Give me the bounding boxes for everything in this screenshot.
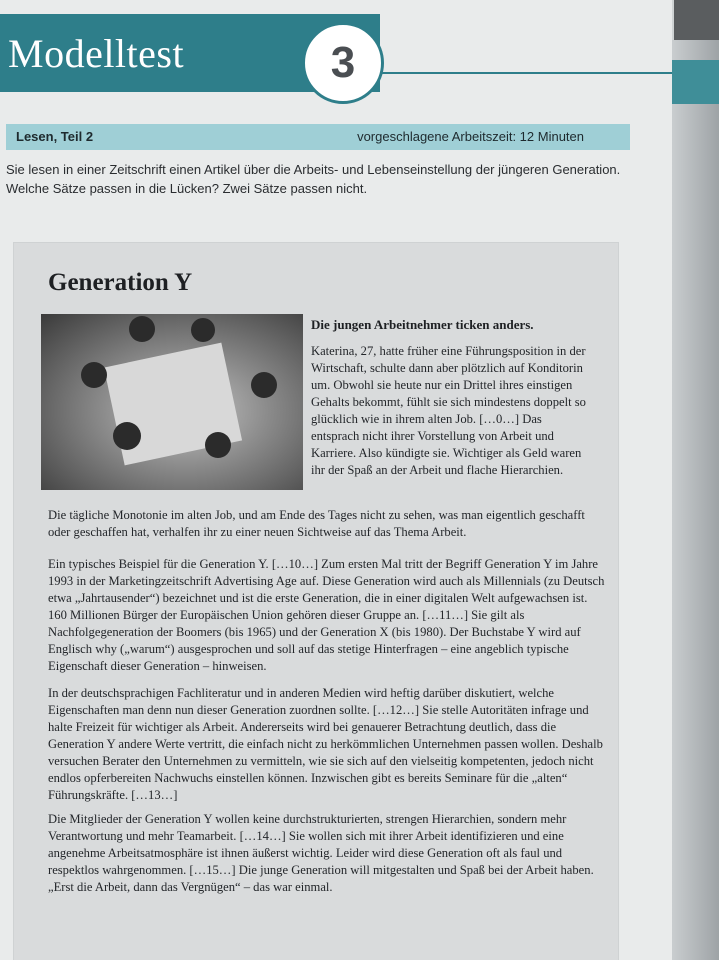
photo-person — [191, 318, 215, 342]
article-subheading: Die jungen Arbeitnehmer ticken anders. — [311, 317, 534, 332]
photo-person — [113, 422, 141, 450]
article-title: Generation Y — [48, 269, 193, 296]
task-instructions: Sie lesen in einer Zeitschrift einen Artikel über die Arbeits- und Lebenseinstellung der jüngeren Generation. Welche Sätze passen in die Lücken? Zwei Sätze passen nicht. — [6, 162, 621, 196]
page-title: Modelltest — [8, 31, 185, 76]
test-number: 3 — [330, 38, 356, 87]
photo-person — [81, 362, 107, 388]
header-rule — [380, 72, 672, 74]
photo-person — [205, 432, 231, 458]
team-photo — [41, 314, 303, 490]
next-page-edge — [672, 40, 719, 960]
article-paragraph: Die Mitglieder der Generation Y wollen keine durchstrukturierten, strengen Hierarchien, sondern mehr Verantwortung und mehr Teamarbeit. […14…] Sie wollen sich mit ihrer Arbeit identifizieren und eine angenehme Arbeitsatmosphäre ist ihnen äußerst wichtig. Leider wird diese Generation oft als faul und respektlos wahrgenommen. […15…] Die junge Generation will mitgestalten und Spaß bei der Arbeit haben. „Erst die Arbeit, dann das Vergnügen“ – das war einmal. — [48, 812, 594, 894]
suggested-time: vorgeschlagene Arbeitszeit: 12 Minuten — [357, 129, 584, 144]
article-paragraph: Katerina, 27, hatte früher eine Führungsposition in der Wirtschaft, schulte dann aber plötzlich auf Konditorin um. Obwohl sie heute nur ein Drittel ihres einstigen Gehalts bekommt, fühlt sie sich mindestens doppelt so glücklich wie in ihrem alten Job. […0…] Das entsprach nicht ihrer Vorstellung von Arbeit und Karriere. Also kündigte sie. Wichtiger als Geld waren ihr der Spaß an der Arbeit und flache Hierarchien. — [311, 344, 586, 477]
photo-person — [251, 372, 277, 398]
article-paragraph: Die tägliche Monotonie im alten Job, und am Ende des Tages nicht zu sehen, was man eigentlich geschafft oder geschaffen hat, verhalfen ihr zu einer neuen Sichtweise auf das Thema Arbeit. — [48, 508, 585, 539]
test-number-badge — [302, 22, 384, 104]
article-paragraph: Ein typisches Beispiel für die Generation Y. […10…] Zum ersten Mal tritt der Begriff Generation Y im Jahre 1993 in der Marketingzeitschrift Advertising Age auf. Diese Generation wird auch als Millennials (zu Deutsch etwa „Jahrtausender“) bezeichnet und ist die erste Generation, die in einer digitalen Welt aufgewachsen ist. 160 Millionen Bürger der Europäischen Union gehören dieser Gruppe an. […11…] Sie gilt als Nachfolgegeneration der Boomers (bis 1965) und der Generation X (bis 1980). Der Buchstabe Y wird auf Englisch why („warum“) ausgesprochen und soll auf das stetige Hinterfragen – eine angeblich typische Eigenschaft dieser Generation – hinweisen. — [48, 557, 605, 673]
article-box — [14, 243, 618, 960]
section-label: Lesen, Teil 2 — [16, 129, 94, 144]
section-bar — [6, 124, 630, 150]
article-paragraph: In der deutschsprachigen Fachliteratur und in anderen Medien wird heftig darüber diskutiert, welche Eigenschaften man denn nun dieser Generation zuordnen sollte. […12…] Sie stelle Autoritäten infrage und halte Freizeit für wichtiger als Arbeit. Andererseits wird bei genauerer Betrachtung deutlich, dass die Generation Y andere Werte vertritt, die einfach nicht zu herkömmlichen Unternehmen passen wollen. Deshalb versuchen Berater den Unternehmen zu vermitteln, wie sie sich auf den vielseitig kompetenten, jedoch nicht endlos opferbereiten Nachwuchs einstellen können. Inzwischen gibt es bereits Seminare für die „alten“ Führungskräfte. […13…] — [48, 686, 603, 802]
next-page-band — [672, 60, 719, 104]
photo-person — [129, 316, 155, 342]
